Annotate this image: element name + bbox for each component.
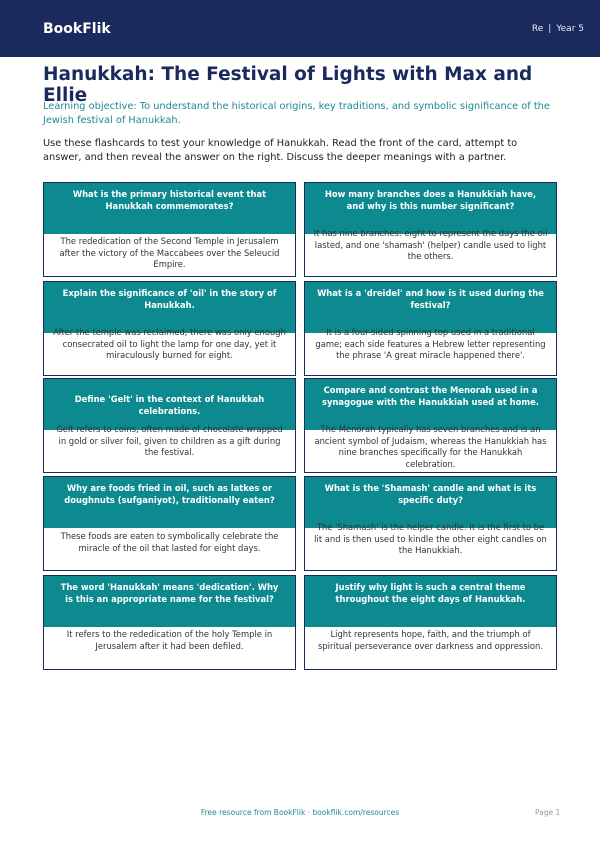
- flashcard[interactable]: [304, 575, 557, 670]
- top-header-bar: [0, 0, 600, 57]
- instructions-text: Use these flashcards to test your knowledge of Hanukkah. Read the front of the card, attempt to answer, and then reveal the answer on the right. Discuss the deeper meanings with a partner.: [43, 138, 518, 163]
- flashcard-question: Define 'Gelt' in the context of Hanukkah celebrations.: [44, 379, 295, 430]
- flashcard[interactable]: [43, 378, 296, 473]
- flashcard-answer: The rededication of the Second Temple in Jerusalem after the victory of the Maccabees over the Seleucid Empire.: [59, 236, 280, 269]
- brand-logo-text: BookFlik: [43, 20, 111, 37]
- flashcard[interactable]: [304, 476, 557, 571]
- flashcard[interactable]: [43, 182, 296, 277]
- learning-objective: Learning objective: To understand the historical origins, key traditions, and symbolic significance of the Jewish festival of Hanukkah.: [43, 101, 550, 126]
- flashcard-question: Compare and contrast the Menorah used in a synagogue with the Hanukkiah used at home.: [305, 379, 556, 430]
- flashcard-answer: The 'Shamash' is the helper candle. It is the first to be lit and is then used to kindle the other eight candles on the Hanukkiah.: [314, 522, 547, 555]
- flashcard-question: How many branches does a Hanukkiah have, and why is this number significant?: [305, 183, 556, 234]
- flashcard-answer: These foods are eaten to symbolically celebrate the miracle of the oil that lasted for eight days.: [60, 531, 279, 553]
- meta-separator: |: [548, 23, 552, 34]
- flashcard-question: Why are foods fried in oil, such as latkes or doughnuts (sufganiyot), traditionally eaten?: [44, 477, 295, 528]
- flashcard[interactable]: [43, 476, 296, 571]
- subject-label: Re: [531, 23, 544, 34]
- flashcard-answer: It is a four-sided spinning top used in a traditional game; each side features a Hebrew letter representing the phrase 'A great miracle happened there'.: [315, 327, 546, 360]
- flashcard-answer: Light represents hope, faith, and the triumph of spiritual perseverance over darkness and oppression.: [318, 629, 543, 651]
- footer-credit: Free resource from BookFlik · bookflik.com/resources: [200, 808, 400, 817]
- flashcard-question: The word 'Hanukkah' means 'dedication'. Why is this an appropriate name for the festival?: [44, 576, 295, 627]
- flashcard-question: What is the 'Shamash' candle and what is its specific duty?: [305, 477, 556, 528]
- flashcard-question: What is a 'dreidel' and how is it used during the festival?: [305, 282, 556, 333]
- flashcard[interactable]: [43, 281, 296, 376]
- page-number: Page 1: [535, 808, 561, 817]
- flashcard[interactable]: [304, 281, 557, 376]
- flashcard-question: Explain the significance of 'oil' in the story of Hanukkah.: [44, 282, 295, 333]
- flashcard-question: What is the primary historical event that Hanukkah commemorates?: [44, 183, 295, 234]
- flashcard-answer: The Menorah typically has seven branches and is an ancient symbol of Judaism, whereas the Hanukkiah has nine branches specifically for the Hanukkah celebration.: [314, 424, 547, 469]
- flashcard-answer: It has nine branches: eight to represent the days the oil lasted, and one 'shamash' (helper) candle used to light the others.: [313, 228, 548, 261]
- flashcard[interactable]: [43, 575, 296, 670]
- flashcard[interactable]: [304, 378, 557, 473]
- flashcard[interactable]: [304, 182, 557, 277]
- flashcard-answer: It refers to the rededication of the holy Temple in Jerusalem after it had been defiled.: [66, 629, 273, 651]
- flashcard-question: Justify why light is such a central theme throughout the eight days of Hanukkah.: [305, 576, 556, 627]
- page-title: Hanukkah: The Festival of Lights with Max and Ellie: [43, 64, 533, 106]
- flashcard-answer: After the temple was reclaimed, there was only enough consecrated oil to light the lamp for one day, yet it miraculously burned for eight.: [53, 327, 286, 360]
- flashcard-answer: Gelt refers to coins, often made of chocolate wrapped in gold or silver foil, given to children as a gift during the festival.: [56, 424, 283, 457]
- header-meta: [532, 24, 584, 34]
- year-label: Year 5: [556, 23, 584, 34]
